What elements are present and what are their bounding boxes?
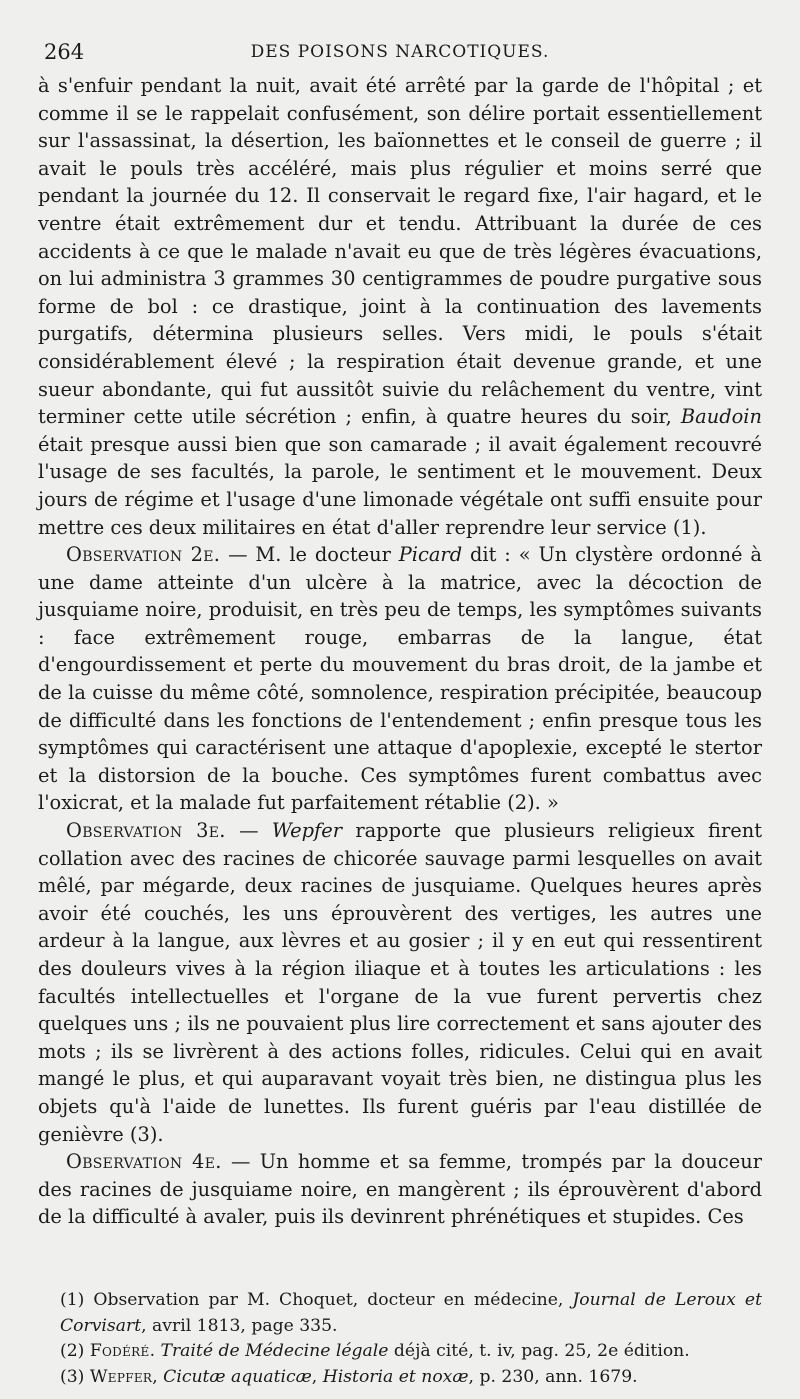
- body-text: [38, 72, 762, 1231]
- footnote-2: (2) Fodéré. Traité de Médecine légale déjà cité, t. iv, pag. 25, 2e édition.: [60, 1341, 690, 1361]
- footnote-1: (1) Observation par M. Choquet, docteur en médecine, Journal de Leroux et Corvisart, avril 1813, page 335.: [60, 1290, 762, 1336]
- observation-label: Observation 2e.: [66, 543, 221, 567]
- footnotes: [60, 1288, 762, 1390]
- person-name: Baudoin: [680, 405, 762, 429]
- observation-2: Observation 2e. — M. le docteur Picard dit : « Un clystère ordonné à une dame atteinte d'un ulcère à la matrice, avec la décoction de jusquiame noire, produisit, en très peu de temps, les symptômes suivants : face extrêmement rouge, embarras de la langue, état d'engourdissement et perte du mouvement du bras droit, de la jambe et de la cuisse du même côté, somnolence, respiration précipitée, beaucoup de difficulté dans les fonctions de l'entendement ; enfin presque tous les symptômes qui caractérisent une attaque d'apoplexie, excepté le stertor et la distorsion de la bouche. Ces symptômes furent combattus avec l'oxicrat, et la malade fut parfaitement rétablie (2). »: [38, 543, 762, 815]
- paragraph-continuation: à s'enfuir pendant la nuit, avait été arrêté par la garde de l'hôpital ; et comme il se le rappelait confusément, son délire portait essentiellement sur l'assassinat, la désertion, les baïonnettes et le conseil de guerre ; il avait le pouls très accéléré, mais plus régulier et moins serré que pendant la journée du 12. Il conservait le regard fixe, l'air hagard, et le ventre était extrêmement dur et tendu. Attribuant la durée de ces accidents à ce que le malade n'avait eu que de très légères évacuations, on lui administra 3 grammes 30 centigrammes de poudre purgative sous forme de bol : ce drastique, joint à la continuation des lavements purgatifs, détermina plusieurs selles. Vers midi, le pouls s'était considérablement élevé ; la respiration était devenue grande, et une sueur abondante, qui fut aussitôt suivie du relâchement du ventre, vint terminer cette utile sécrétion ; enfin, à quatre heures du soir, Baudoin était presque aussi bien que son camarade ; il avait également recouvré l'usage de ses facultés, la parole, le sentiment et le mouvement. Deux jours de régime et l'usage d'une limonade végétale ont suffi ensuite pour mettre ces deux militaires en état d'aller reprendre leur service (1).: [38, 74, 762, 539]
- observation-label: Observation 4e.: [66, 1150, 222, 1174]
- observation-label: Observation 3e.: [66, 819, 226, 843]
- person-name: Wepfer: [271, 819, 342, 843]
- observation-4: Observation 4e. — Un homme et sa femme, trompés par la douceur des racines de jusquiame noire, en mangèrent ; ils éprouvèrent d'abord de la difficulté à avaler, puis ils devinrent phrénétiques et stupides. Ces: [38, 1150, 762, 1229]
- page-number: 264: [44, 40, 85, 64]
- footnote-3: (3) Wepfer, Cicutæ aquaticæ, Historia et noxæ, p. 230, ann. 1679.: [60, 1366, 638, 1387]
- observation-3: Observation 3e. — Wepfer rapporte que plusieurs religieux firent collation avec des racines de chicorée sauvage parmi lesquelles on avait mêlé, par mégarde, deux racines de jusquiame. Quelques heures après avoir été couchés, les uns éprouvèrent des vertiges, les autres une ardeur à la langue, aux lèvres et au gosier ; il y en eut qui ressentirent des douleurs vives à la région iliaque et à toutes les articulations : les facultés intellectuelles et l'organe de la vue furent pervertis chez quelques uns ; ils ne pouvaient plus lire correctement et sans ajouter des mots ; ils se livrèrent à des actions folles, ridicules. Celui qui en avait mangé le plus, et qui auparavant voyait très bien, ne distingua plus les objets qu'à l'aide de lunettes. Ils furent guéris par l'eau distillée de genièvre (3).: [38, 819, 763, 1146]
- running-title: DES POISONS NARCOTIQUES.: [250, 42, 550, 62]
- person-name: Picard: [398, 543, 463, 567]
- page-header: [38, 36, 762, 72]
